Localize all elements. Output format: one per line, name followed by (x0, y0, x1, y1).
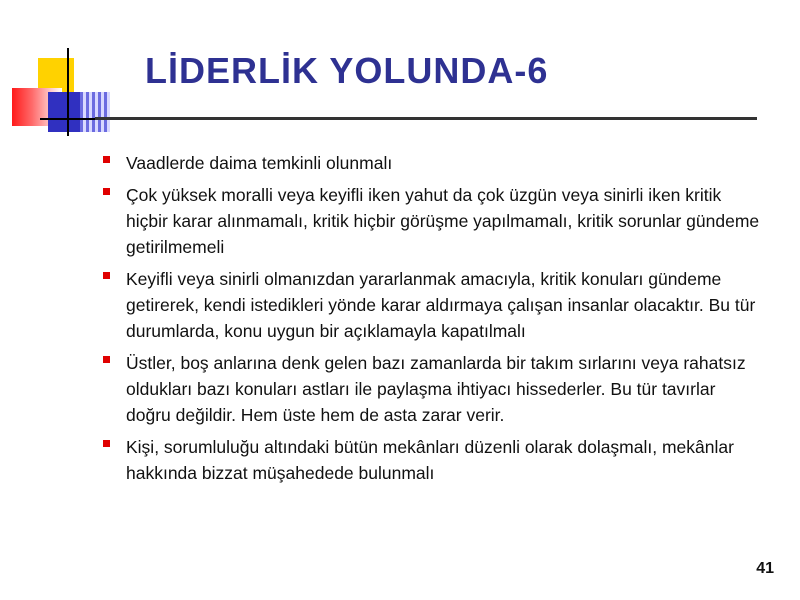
bullet-item (100, 182, 760, 260)
bullet-item (100, 350, 760, 428)
logo-vertical-line (67, 48, 69, 136)
bullet-text: Vaadlerde daima temkinli olunmalı (126, 153, 393, 173)
bullet-item (100, 150, 760, 176)
page-number: 41 (756, 560, 774, 577)
bullet-square-icon (103, 440, 110, 447)
bullet-text: Kişi, sorumluluğu altındaki bütün mekânları düzenli olarak dolaşmalı, mekânlar hakkında bizzat müşahedede bulunmalı (126, 437, 734, 483)
bullet-text: Üstler, boş anlarına denk gelen bazı zamanlarda bir takım sırlarını veya rahatsız oldukları bazı konuları astları ile paylaşma ihtiyacı hissederler. Bu tür tavırlar doğru değildir. Hem üste hem de asta zarar verir. (126, 353, 746, 425)
title-divider (95, 117, 757, 120)
bullet-item (100, 266, 760, 344)
bullet-square-icon (103, 356, 110, 363)
bullet-square-icon (103, 156, 110, 163)
bullet-item (100, 434, 760, 486)
bullet-list (100, 150, 760, 492)
slide-title: LİDERLİK YOLUNDA-6 (145, 50, 549, 91)
logo-striped-block (80, 92, 110, 132)
bullet-square-icon (103, 272, 110, 279)
bullet-square-icon (103, 188, 110, 195)
bullet-text: Çok yüksek moralli veya keyifli iken yahut da çok üzgün veya sinirli iken kritik hiçbir karar alınmamalı, kritik hiçbir görüşme yapılmamalı, kritik sorunlar gündeme getirilmemeli (126, 185, 760, 257)
bullet-text: Keyifli veya sinirli olmanızdan yararlanmak amacıyla, kritik konuları gündeme getirerek, kendi istedikleri yönde karar aldırmaya çalışan insanlar olacaktır. Bu tür durumlarda, konu uygun bir açıklamayla kapatılmalı (126, 269, 756, 341)
logo-blue-square (48, 92, 80, 132)
